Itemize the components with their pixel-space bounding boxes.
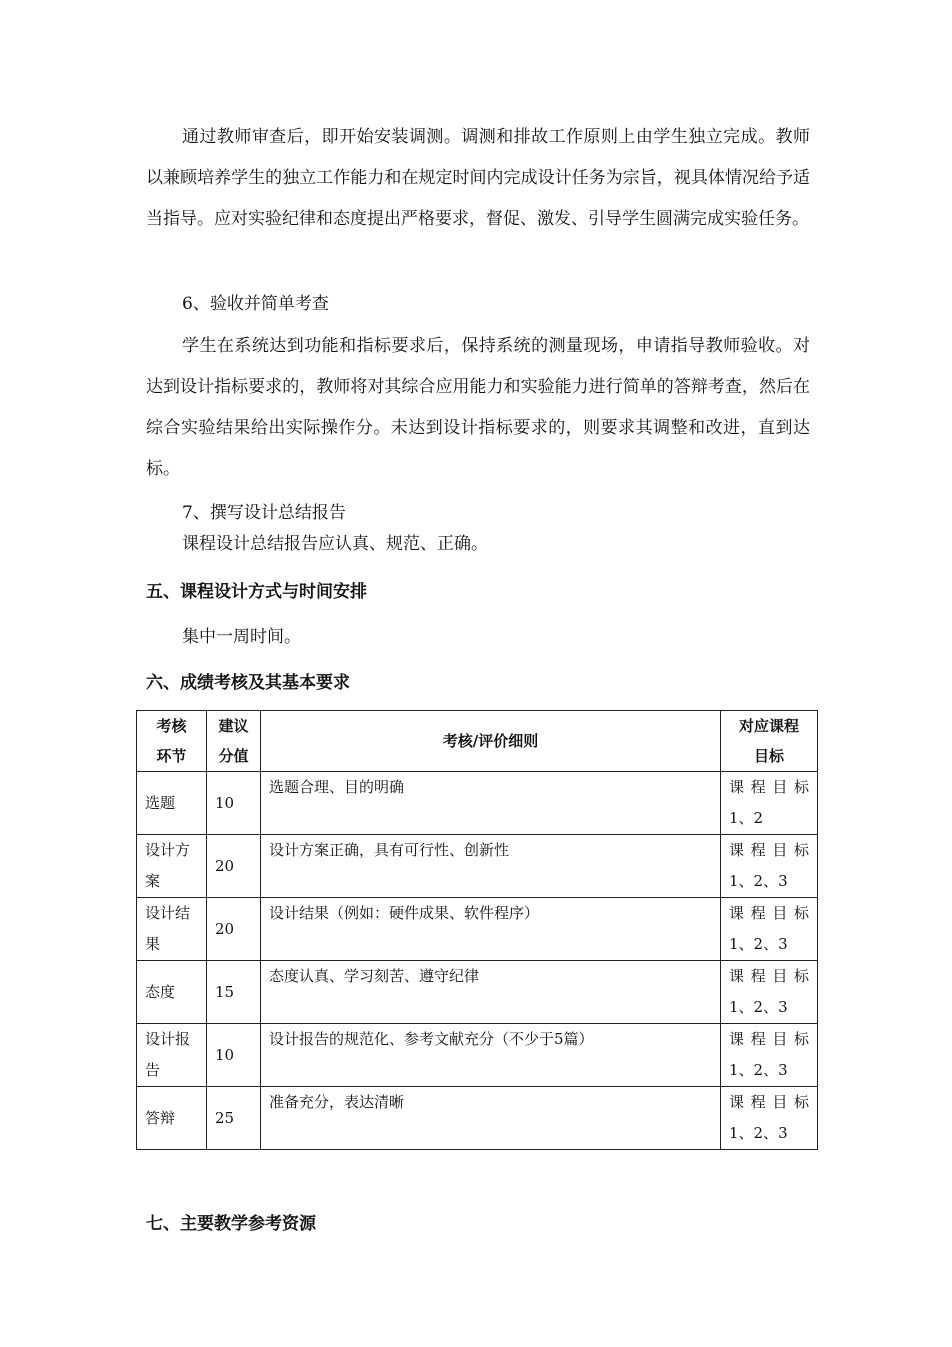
row-detail: 设计方案正确，具有可行性、创新性 bbox=[261, 835, 721, 898]
row-detail: 选题合理、目的明确 bbox=[261, 772, 721, 835]
table-row bbox=[137, 835, 818, 898]
row-item: 答辩 bbox=[137, 1087, 207, 1150]
header-detail: 考核/评价细则 bbox=[261, 711, 721, 772]
row-goal: 课程目标 1、2、3 bbox=[721, 1024, 818, 1087]
section-7-title: 七、主要教学参考资源 bbox=[146, 1214, 316, 1234]
grading-table bbox=[136, 710, 818, 1150]
row-detail: 准备充分，表达清晰 bbox=[261, 1087, 721, 1150]
table-header-row bbox=[137, 711, 818, 772]
table-row bbox=[137, 1024, 818, 1087]
row-score: 20 bbox=[207, 898, 261, 961]
row-goal: 课程目标 1、2、3 bbox=[721, 1087, 818, 1150]
row-score: 15 bbox=[207, 961, 261, 1024]
paragraph-acceptance: 学生在系统达到功能和指标要求后，保持系统的测量现场，申请指导教师验收。对达到设计指标要求的，教师将对其综合应用能力和实验能力进行简单的答辩考查，然后在综合实验结果给出实际操作分。未达到设计指标要求的，则要求其调整和改进，直到达标。 bbox=[146, 336, 810, 479]
header-score: 建议 分值 bbox=[207, 711, 261, 772]
section-5-body: 集中一周时间。 bbox=[182, 627, 301, 647]
row-item: 设计报告 bbox=[137, 1024, 207, 1087]
row-score: 25 bbox=[207, 1087, 261, 1150]
row-item: 设计方案 bbox=[137, 835, 207, 898]
step-7-heading: 7、撰写设计总结报告 bbox=[182, 503, 346, 523]
row-goal: 课程目标 1、2、3 bbox=[721, 835, 818, 898]
paragraph-report: 课程设计总结报告应认真、规范、正确。 bbox=[182, 534, 488, 554]
row-score: 10 bbox=[207, 772, 261, 835]
row-goal: 课程目标 1、2、3 bbox=[721, 961, 818, 1024]
row-score: 10 bbox=[207, 1024, 261, 1087]
header-item: 考核 环节 bbox=[137, 711, 207, 772]
section-5-title: 五、课程设计方式与时间安排 bbox=[146, 582, 367, 602]
row-goal: 课程目标 1、2、3 bbox=[721, 898, 818, 961]
table-row bbox=[137, 898, 818, 961]
header-goal: 对应课程 目标 bbox=[721, 711, 818, 772]
step-6-heading: 6、验收并简单考查 bbox=[182, 294, 329, 314]
row-detail: 态度认真、学习刻苦、遵守纪律 bbox=[261, 961, 721, 1024]
table-row bbox=[137, 961, 818, 1024]
row-detail: 设计报告的规范化、参考文献充分（不少于5篇） bbox=[261, 1024, 721, 1087]
table-row bbox=[137, 772, 818, 835]
table-row bbox=[137, 1087, 818, 1150]
row-detail: 设计结果（例如：硬件成果、软件程序） bbox=[261, 898, 721, 961]
row-goal: 课程目标 1、2 bbox=[721, 772, 818, 835]
paragraph-debugging: 通过教师审查后，即开始安装调测。调测和排故工作原则上由学生独立完成。教师以兼顾培养学生的独立工作能力和在规定时间内完成设计任务为宗旨，视具体情况给予适当指导。应对实验纪律和态度提出严格要求，督促、激发、引导学生圆满完成实验任务。 bbox=[146, 127, 810, 229]
section-6-title: 六、成绩考核及其基本要求 bbox=[146, 673, 350, 693]
row-item: 设计结果 bbox=[137, 898, 207, 961]
row-score: 20 bbox=[207, 835, 261, 898]
row-item: 选题 bbox=[137, 772, 207, 835]
row-item: 态度 bbox=[137, 961, 207, 1024]
